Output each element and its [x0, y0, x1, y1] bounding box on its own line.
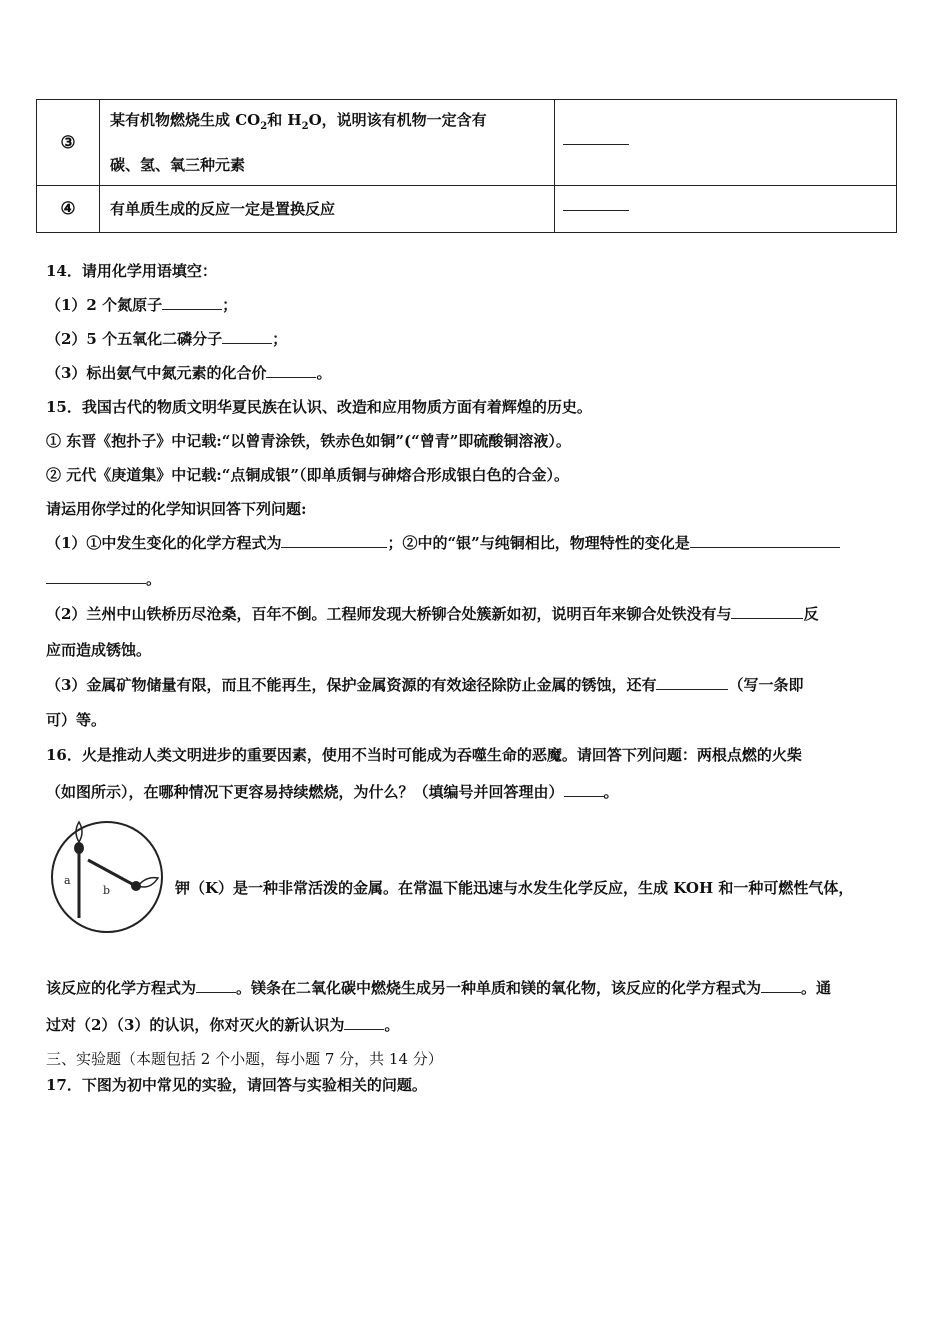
- q15-instruction: 请运用你学过的化学知识回答下列问题:: [46, 500, 307, 518]
- table-row: [37, 186, 897, 233]
- q15-part1: （1）①中发生变化的化学方程式为 ；②中的“银”与纯铜相比，物理特性的变化是: [46, 533, 840, 553]
- q16-line1: 16．火是推动人类文明进步的重要因素，使用不当时可能成为吞噬生命的恶魔。请回答下列问题：两根点燃的火柴: [46, 746, 802, 764]
- answer-blank[interactable]: [344, 1028, 384, 1030]
- flame-icon: [138, 878, 158, 887]
- q15-stem: 15．我国古代的物质文明华夏民族在认识、改造和应用物质方面有着辉煌的历史。: [46, 398, 592, 416]
- q15-part1-cont: 。: [46, 569, 161, 589]
- judgement-table: [36, 99, 897, 233]
- q14-part1: （1）2 个氮原子 ；: [46, 296, 238, 314]
- answer-blank[interactable]: [222, 342, 272, 344]
- q15-part2: （2）兰州中山铁桥历尽沧桑，百年不倒。工程师发现大桥铆合处簇新如初，说明百年来铆合处铁没有与 反: [46, 605, 819, 623]
- answer-blank[interactable]: [564, 795, 604, 797]
- label-b: b: [103, 884, 111, 897]
- q14-stem: 14．请用化学用语填空：: [46, 262, 217, 280]
- answer-cell: [555, 100, 897, 186]
- q16-line2: （如图所示），在哪种情况下更容易持续燃烧，为什么？（填编号并回答理由） 。: [46, 783, 619, 801]
- q15-part3: （3）金属矿物储量有限，而且不能再生，保护金属资源的有效途径除防止金属的锈蚀，还有 （写一条即: [46, 676, 804, 694]
- answer-blank[interactable]: [196, 991, 236, 993]
- answer-blank[interactable]: [731, 617, 803, 619]
- answer-blank[interactable]: [563, 209, 629, 211]
- answer-blank[interactable]: [563, 143, 629, 145]
- q15-quote2: ② 元代《庚道集》中记载:“点铜成银”（即单质铜与砷熔合形成银白色的合金）。: [46, 466, 570, 484]
- answer-blank[interactable]: [690, 546, 840, 548]
- label-a: a: [64, 874, 71, 887]
- q15-part2-cont: 应而造成锈蚀。: [46, 641, 152, 659]
- answer-blank[interactable]: [761, 991, 801, 993]
- q15-quote1: ① 东晋《抱扑子》中记载:“以曾青涂铁，铁赤色如铜”(“曾青”即硫酸铜溶液）。: [46, 432, 571, 450]
- q16-line5: 过对（2）（3）的认识，你对灭火的新认识为 。: [46, 1016, 400, 1034]
- q14-part3: （3）标出氨气中氮元素的化合价 。: [46, 364, 332, 382]
- match-a-head: [74, 842, 84, 854]
- table-row: [37, 100, 897, 186]
- matches-figure: [46, 818, 170, 936]
- answer-blank[interactable]: [266, 376, 316, 378]
- row-number: ④: [37, 186, 100, 233]
- section-heading: 三、实验题（本题包括 2 个小题，每小题 7 分，共 14 分）: [46, 1050, 443, 1068]
- statement-cell: 有单质生成的反应一定是置换反应: [100, 186, 555, 233]
- answer-blank[interactable]: [656, 688, 728, 690]
- answer-blank[interactable]: [162, 308, 222, 310]
- q15-part3-cont: 可）等。: [46, 711, 107, 729]
- match-b: [88, 860, 134, 885]
- statement-cell: 某有机物燃烧生成 $CO_2$和 $H_2O$，说明该有机物一定含有 碳、氢、氧三种元素: [100, 100, 555, 186]
- q17-stem: 17．下图为初中常见的实验，请回答与实验相关的问题。: [46, 1076, 427, 1094]
- row-number: ③: [37, 100, 100, 186]
- answer-blank[interactable]: [46, 582, 146, 584]
- answer-cell: [555, 186, 897, 233]
- q14-part2: （2）5 个五氧化二磷分子 ；: [46, 330, 288, 348]
- answer-blank[interactable]: [281, 546, 387, 548]
- q16-line4: 该反应的化学方程式为 。镁条在二氧化碳中燃烧生成另一种单质和镁的氧化物，该反应的化学方程式为 。通: [46, 979, 832, 997]
- q16-line3: 钾（K）是一种非常活泼的金属。在常温下能迅速与水发生化学反应，生成 KOH 和一种可燃性气体，: [175, 879, 854, 897]
